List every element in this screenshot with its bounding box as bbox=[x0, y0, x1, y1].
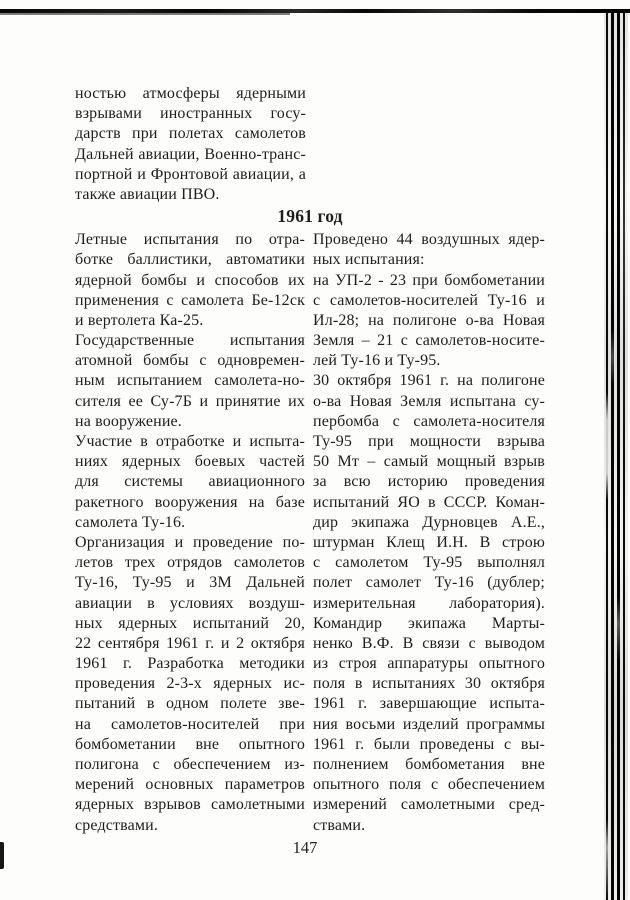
text-line: 22 сентября 1961 г. и 2 октября bbox=[75, 634, 305, 652]
text-line: Ту-95 при мощности взрыва bbox=[313, 433, 545, 450]
text-line: Организация и проведение по- bbox=[75, 533, 305, 551]
right-column bbox=[313, 230, 545, 836]
text-line: пербомба с самолета-носителя bbox=[313, 412, 545, 430]
text-line: ядерной бомбы и способов их bbox=[75, 271, 305, 289]
text-line: о-ва Новая Земля испытана су- bbox=[313, 392, 545, 410]
text-line: для системы авиационного bbox=[75, 473, 305, 491]
text-line: измерительная лаборатория). bbox=[313, 594, 545, 612]
book-edge-line-3 bbox=[617, 10, 620, 900]
text-line: полет самолет Ту-16 (дублер; bbox=[313, 574, 545, 592]
text-line: испытаний ЯО в СССР. Коман- bbox=[313, 493, 545, 511]
text-line: Земля – 21 с самолетов-носите- bbox=[313, 332, 545, 350]
text-line: атомной бомбы с одновремен- bbox=[75, 352, 305, 370]
text-line: портной и Фронтовой авиации, а bbox=[75, 165, 306, 183]
text-line: на УП-2 - 23 при бомбометании bbox=[313, 271, 545, 289]
text-line: взрывами иностранных госу- bbox=[75, 105, 306, 123]
text-line: 30 октября 1961 г. на полигоне bbox=[313, 372, 545, 390]
text-line: лей Ту-16 и Ту-95. bbox=[313, 352, 441, 370]
text-line: дир экипажа Дурновцев А.Е., bbox=[313, 513, 545, 531]
text-line: Ил-28; на полигоне о-ва Новая bbox=[313, 311, 545, 329]
text-line: полнением бомбометания вне bbox=[313, 756, 545, 773]
book-edge-line-1 bbox=[606, 10, 608, 900]
text-line: ных испытания: bbox=[313, 251, 425, 269]
text-line: мерений основных параметров bbox=[75, 776, 305, 794]
text-line: Государственные испытания bbox=[75, 332, 305, 350]
text-line: 1961 г. были проведены с вы- bbox=[313, 735, 545, 753]
text-line: Ту-16, Ту-95 и 3М Дальней bbox=[75, 574, 305, 592]
left-column bbox=[75, 230, 305, 836]
text-line: проведения 2-3-х ядерных ис- bbox=[75, 675, 305, 693]
text-line: ствами. bbox=[313, 816, 366, 834]
text-line: средствами. bbox=[75, 816, 159, 834]
text-line: ракетного вооружения на базе bbox=[75, 493, 305, 511]
text-line: сителя ее Су-7Б и принятие их bbox=[75, 392, 305, 410]
text-line: авиации в условиях воздуш- bbox=[75, 594, 305, 612]
two-column-text bbox=[75, 230, 545, 836]
text-line: с самолетом Ту-95 выполнял bbox=[313, 554, 545, 572]
text-line: опытного поля с обеспечением bbox=[313, 776, 545, 794]
text-line: Дальней авиации, Военно-транс- bbox=[75, 145, 306, 163]
text-line: ностью атмосферы ядерными bbox=[75, 85, 306, 102]
text-line: ниях ядерных боевых частей bbox=[75, 453, 305, 471]
text-line: с самолетов-носителей Ту-16 и bbox=[313, 291, 545, 309]
text-line: измерений самолетными сред- bbox=[313, 796, 545, 814]
text-line: бомбометании вне опытного bbox=[75, 735, 305, 753]
text-line: пытаний в одном полете зве- bbox=[75, 695, 305, 713]
text-line: и вертолета Ка-25. bbox=[75, 311, 204, 329]
text-line: 50 Мт – самый мощный взрыв bbox=[313, 453, 545, 471]
text-line: 1961 г. Разработка методики bbox=[75, 655, 305, 673]
text-line: Проведено 44 воздушных ядер- bbox=[313, 231, 545, 249]
year-heading: 1961 год bbox=[277, 206, 343, 227]
text-line: штурман Клещ И.Н. В строю bbox=[313, 533, 545, 551]
intro-paragraph bbox=[75, 84, 306, 205]
text-line: применения с самолета Бе-12ск bbox=[75, 291, 305, 309]
text-line: на самолетов-носителей при bbox=[75, 715, 305, 733]
text-line: на вооружение. bbox=[75, 412, 182, 430]
text-line: самолета Ту-16. bbox=[75, 513, 186, 531]
text-line: Летные испытания по отра- bbox=[75, 231, 305, 249]
text-line: 1961 г. завершающие испыта- bbox=[313, 695, 545, 713]
text-line: ных ядерных испытаний 20, bbox=[75, 614, 305, 632]
text-line: полигона с обеспечением из- bbox=[75, 756, 305, 773]
text-line: ным испытанием самолета-но- bbox=[75, 372, 305, 390]
text-line: ботке баллистики, автоматики bbox=[75, 251, 305, 269]
text-line: летов трех отрядов самолетов bbox=[75, 554, 305, 572]
text-line: дарств при полетах самолетов bbox=[75, 125, 306, 143]
text-line: Командир экипажа Марты- bbox=[313, 614, 545, 632]
text-line: ненко В.Ф. В связи с выводом bbox=[313, 634, 545, 652]
text-line: также авиации ПВО. bbox=[75, 185, 220, 203]
text-line: поля в испытаниях 30 октября bbox=[313, 675, 545, 693]
book-edge-line-4 bbox=[623, 10, 625, 900]
text-line: из строя аппаратуры опытного bbox=[313, 655, 545, 673]
scan-top-edge-line bbox=[0, 9, 630, 13]
page-content bbox=[75, 84, 545, 836]
text-line: за всю историю проведения bbox=[313, 473, 545, 491]
text-line: Участие в отработке и испыта- bbox=[75, 433, 305, 450]
book-edge-line-2 bbox=[611, 10, 614, 900]
text-line: ния восьми изделий программы bbox=[313, 715, 545, 733]
page-number: 147 bbox=[292, 838, 318, 857]
text-line: ядерных взрывов самолетными bbox=[75, 796, 305, 814]
